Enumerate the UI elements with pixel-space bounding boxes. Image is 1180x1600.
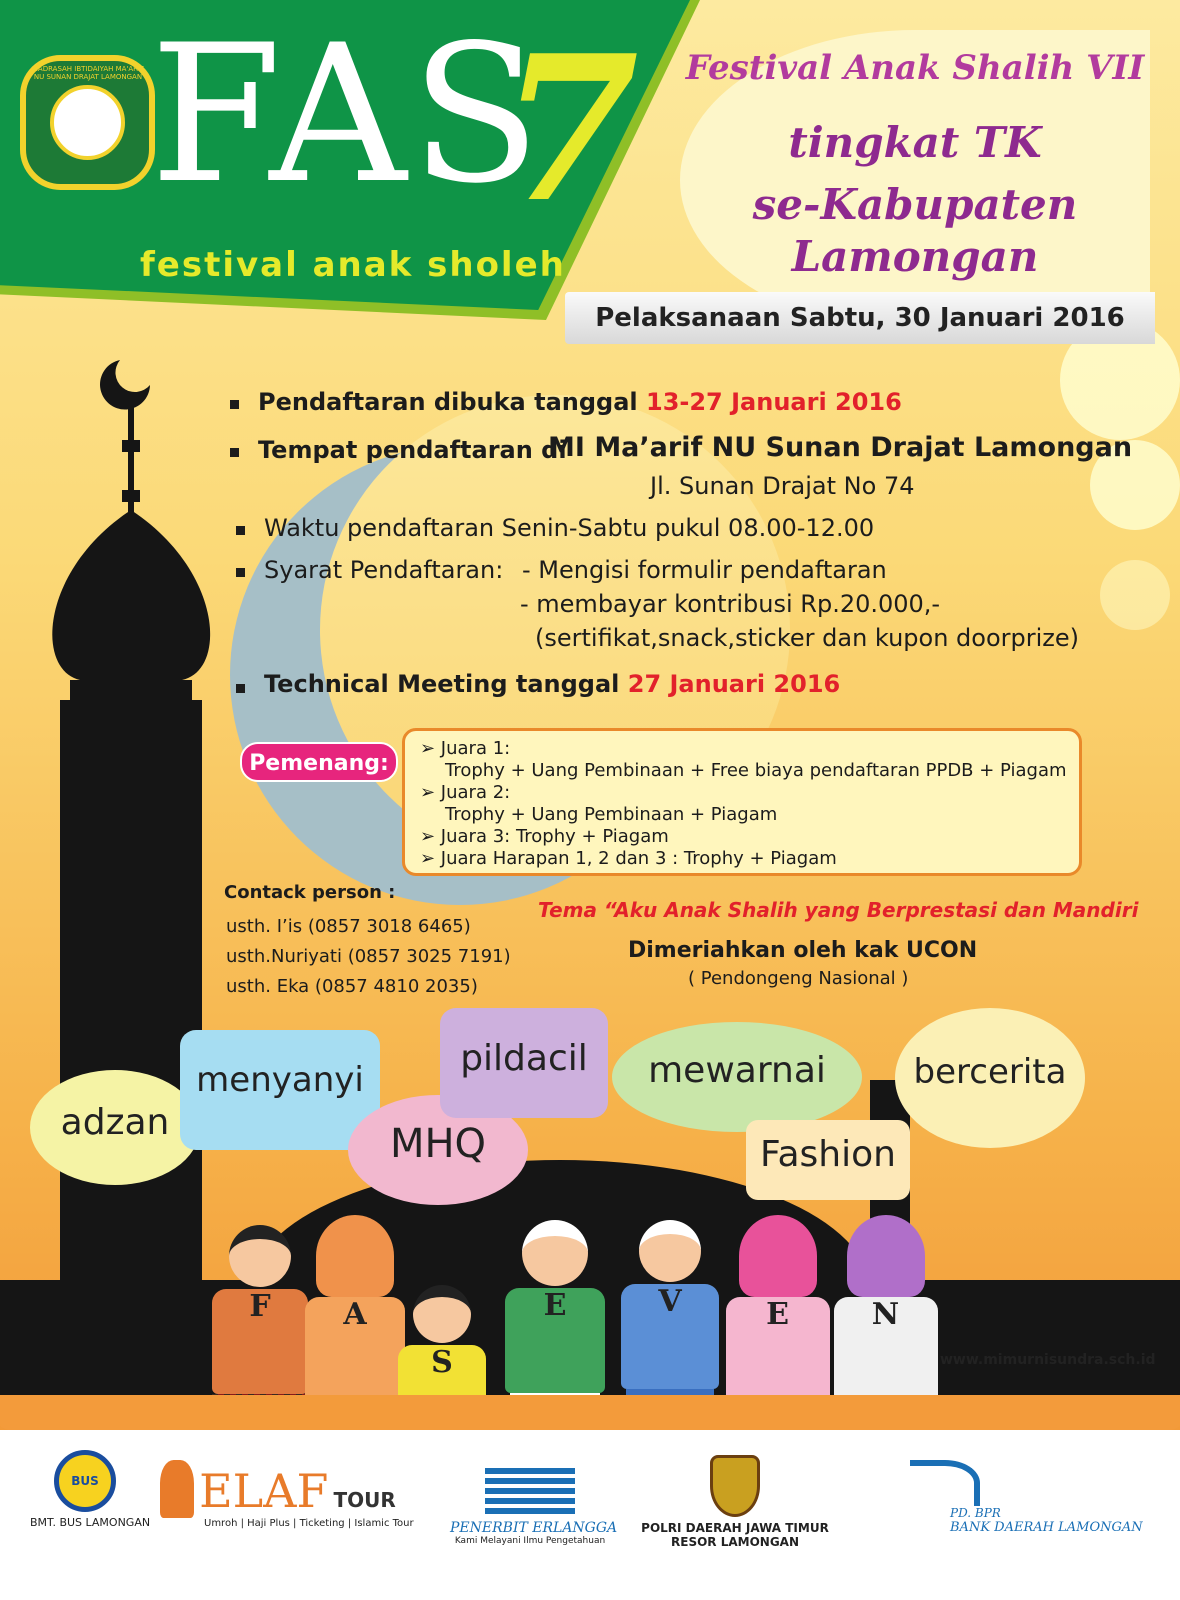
title-line-3: se-Kabupaten <box>752 180 1078 229</box>
elaf-logo <box>160 1460 410 1518</box>
bubble-adzan <box>30 1070 200 1185</box>
winner-line-4: Trophy + Uang Pembinaan + Piagam <box>445 804 778 825</box>
registration-place-name: MI Ma’arif NU Sunan Drajat Lamongan <box>548 432 1133 463</box>
requirement-1: - Mengisi formulir pendaftaran <box>522 556 887 584</box>
sponsor-elaf-label: Umroh | Haji Plus | Ticketing | Islamic Tour <box>204 1518 414 1529</box>
kid-body <box>305 1297 405 1407</box>
winner-line-3: ➢ Juara 2: <box>420 782 511 803</box>
kid-head <box>522 1220 588 1286</box>
website-url: www.mimurnisundra.sch.id <box>940 1352 1156 1368</box>
winner-line-6: ➢ Juara Harapan 1, 2 dan 3 : Trophy + Piagam <box>420 848 837 869</box>
requirements-label: Syarat Pendaftaran: <box>264 556 504 584</box>
bubble-mewarnai-text: mewarnai <box>648 1050 826 1091</box>
registration-time: Waktu pendaftaran Senin-Sabtu pukul 08.00-12.00 <box>264 514 875 542</box>
sponsor-bank-daerah <box>880 1460 1150 1535</box>
kid-letter: F <box>249 1289 271 1324</box>
elaf-logo-text: ELAF <box>199 1464 329 1518</box>
kid-hijab <box>847 1215 925 1297</box>
elaf-tour-text: TOUR <box>333 1488 396 1512</box>
bus-logo-text: BUS <box>71 1474 99 1488</box>
sponsor-bmt-bus <box>30 1450 151 1529</box>
bubble-adzan-text: adzan <box>60 1102 170 1143</box>
bullet-icon <box>236 526 245 535</box>
contact-person-2: usth.Nuriyati (0857 3025 7191) <box>226 946 511 967</box>
kid-body <box>212 1289 308 1394</box>
sponsor-polri-line2: RESOR LAMONGAN <box>671 1535 799 1549</box>
sponsor-erlangga <box>450 1468 618 1546</box>
kid-letter: E <box>543 1288 567 1323</box>
technical-meeting-date: 27 Januari 2016 <box>627 670 841 698</box>
bullet-icon <box>236 684 245 693</box>
kid-hijab <box>739 1215 817 1297</box>
kid-body <box>834 1297 938 1402</box>
kid-head <box>229 1225 291 1287</box>
contact-person-1: usth. I’is (0857 3018 6465) <box>226 916 471 937</box>
kid-hijab <box>316 1215 394 1297</box>
kid-letter: E <box>766 1297 789 1332</box>
sponsor-bank-line1: PD. BPR <box>950 1506 1001 1520</box>
guest-performer: Dimeriahkan oleh kak UCON <box>628 938 978 963</box>
event-date: Pelaksanaan Sabtu, 30 Januari 2016 <box>565 292 1155 344</box>
logo-subtitle: festival anak sholeh <box>140 245 566 285</box>
erlangga-logo-icon <box>485 1468 575 1514</box>
event-theme: Tema “Aku Anak Shalih yang Berprestasi dan Mandiri <box>538 898 1139 922</box>
kid-head <box>413 1285 471 1343</box>
kid-letter: N <box>871 1297 900 1332</box>
winners-label: Pemenang: <box>240 742 398 782</box>
deco-circle <box>1100 560 1170 630</box>
fas-logo-number: 7 <box>500 12 640 247</box>
sponsor-elaf <box>160 1460 414 1529</box>
bubble-fashion <box>746 1120 910 1200</box>
sponsor-erlangga-tagline: Kami Melayani Ilmu Pengetahuan <box>454 1536 606 1546</box>
bubble-pildacil <box>440 1008 608 1118</box>
sponsor-polri <box>640 1455 830 1549</box>
fas-logo-text: FAS <box>150 4 545 225</box>
kid-letter: V <box>658 1284 682 1319</box>
bubble-mewarnai <box>612 1022 862 1132</box>
winner-line-1: ➢ Juara 1: <box>420 738 511 759</box>
sponsor-polri-line1: POLRI DAERAH JAWA TIMUR <box>641 1521 829 1535</box>
registration-open-label: Pendaftaran dibuka tanggal <box>258 388 638 416</box>
sponsor-bmt-bus-label: BMT. BUS LAMONGAN <box>30 1516 151 1529</box>
registration-open-dates: 13-27 Januari 2016 <box>646 388 902 416</box>
bubble-pildacil-text: pildacil <box>460 1038 588 1079</box>
sponsor-bank-line2: BANK DAERAH LAMONGAN <box>950 1520 1143 1535</box>
guest-role: ( Pendongeng Nasional ) <box>688 968 909 989</box>
kid-letter: A <box>343 1297 367 1332</box>
emblem-center <box>50 85 125 160</box>
registration-open <box>258 388 902 416</box>
elaf-logo-icon <box>160 1460 194 1518</box>
emblem-text: MADRASAH IBTIDAIYAH MA'ARIF NU SUNAN DRAJAT LAMONGAN <box>31 65 145 81</box>
kid-head <box>639 1220 701 1282</box>
kid-body <box>726 1297 830 1402</box>
bus-logo-icon <box>54 1450 116 1512</box>
bullet-icon <box>230 448 239 457</box>
bullet-icon <box>236 568 245 577</box>
kid-body <box>621 1284 719 1389</box>
registration-address: Jl. Sunan Drajat No 74 <box>650 472 915 500</box>
sponsor-erlangga-label: PENERBIT ERLANGGA <box>450 1520 618 1536</box>
title-line-4: Lamongan <box>791 232 1039 281</box>
contact-person-3: usth. Eka (0857 4810 2035) <box>226 976 478 997</box>
bubble-bercerita <box>895 1008 1085 1148</box>
title-line-2: tingkat TK <box>788 118 1042 167</box>
requirement-2: - membayar kontribusi Rp.20.000,- <box>520 590 941 618</box>
kid-letter: S <box>431 1345 453 1380</box>
bubble-fashion-text: Fashion <box>760 1134 896 1175</box>
bubble-menyanyi-text: menyanyi <box>196 1060 364 1100</box>
registration-place-label: Tempat pendaftaran di <box>258 436 567 464</box>
contact-title: Contack person : <box>224 882 396 903</box>
polri-logo-icon <box>710 1455 760 1517</box>
kid-body <box>505 1288 605 1393</box>
technical-meeting <box>264 670 840 698</box>
requirement-3: (sertifikat,snack,sticker dan kupon doorprize) <box>535 624 1080 652</box>
winner-line-2: Trophy + Uang Pembinaan + Free biaya pendaftaran PPDB + Piagam <box>445 760 1067 781</box>
bubble-bercerita-text: bercerita <box>913 1052 1067 1092</box>
technical-meeting-label: Technical Meeting tanggal <box>264 670 620 698</box>
title-line-1: Festival Anak Shalih VII <box>685 48 1145 88</box>
bullet-icon <box>230 400 239 409</box>
bank-logo-icon <box>910 1460 980 1506</box>
winner-line-5: ➢ Juara 3: Trophy + Piagam <box>420 826 669 847</box>
bubble-mhq-text: MHQ <box>389 1121 487 1167</box>
